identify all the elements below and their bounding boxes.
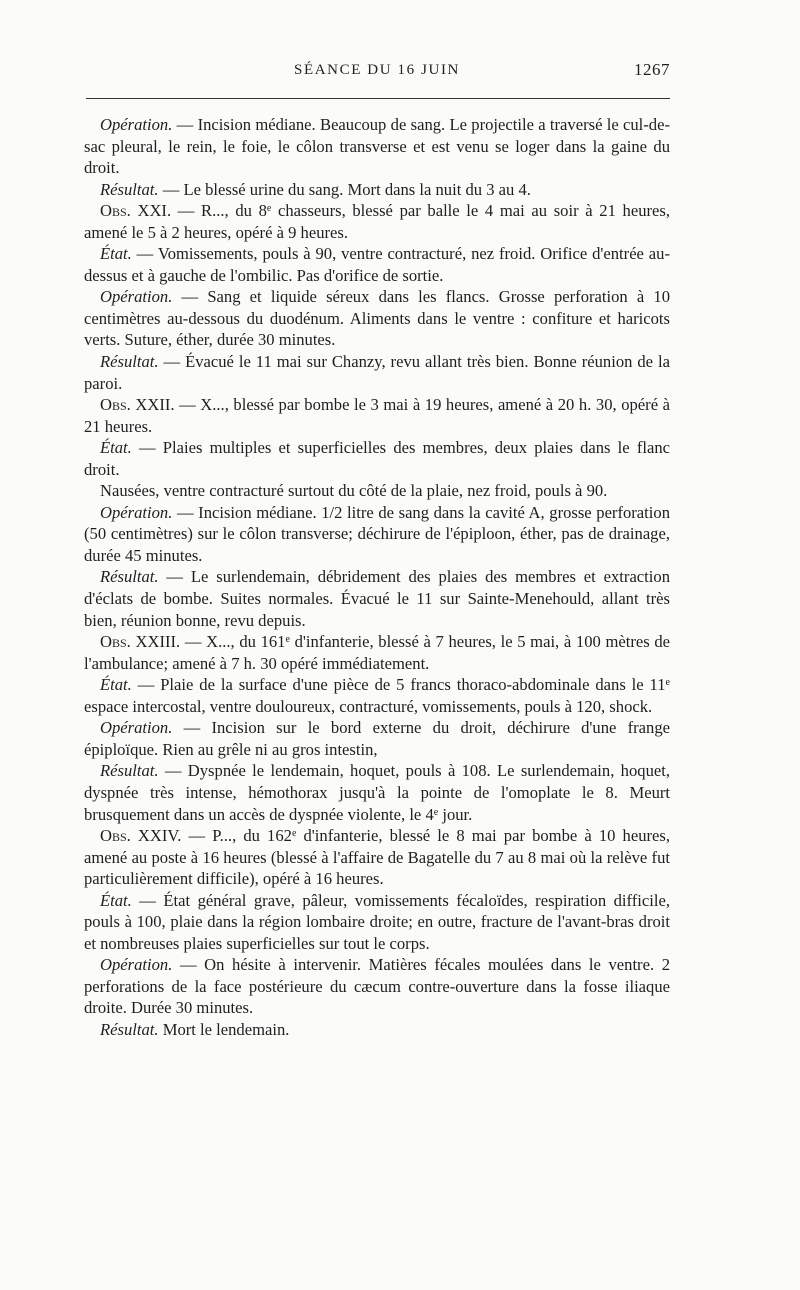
page-number: 1267 xyxy=(634,60,670,79)
paragraph-text: — Le surlendemain, débridement des plaies des membres et extraction d'éclats de bombe. Suites normales. Évacué le 11 sur Sainte-Menehould, allant très bien, réunion bonne, revu depuis. xyxy=(84,567,670,630)
observation-label: Obs. XXIV. xyxy=(100,826,182,846)
paragraph-text: — Incision médiane. 1/2 litre de sang dans la cavité A, grosse perforation (50 centimètres) sur le côlon transverse; déchirure de l'épiploon, éther, pas de drainage, durée 45 minutes. xyxy=(84,502,670,565)
section-label: Résultat. xyxy=(100,1019,159,1039)
paragraph xyxy=(84,480,670,502)
observation-label: Obs. XXI. xyxy=(100,201,172,221)
paragraph-text: — Incision médiane. Beaucoup de sang. Le projectile a traversé le cul-de-sac pleural, le rein, le foie, le côlon transverse et est venu se loger dans la gaine du droit. xyxy=(84,115,670,178)
paragraph-text: Nausées, ventre contracturé surtout du côté de la plaie, nez froid, pouls à 90. xyxy=(100,481,608,501)
body-text xyxy=(84,114,670,1041)
paragraph-text: — Plaies multiples et superficielles des membres, deux plaies dans le flanc droit. xyxy=(84,438,670,479)
superscript: e xyxy=(665,677,670,689)
section-label: Résultat. xyxy=(100,179,159,199)
paragraph-text: chasseurs, blessé par balle le 4 mai au soir à 21 heures, amené le 5 à 2 heures, opéré à 9 heures. xyxy=(84,201,670,242)
section-label: Résultat. xyxy=(100,761,159,781)
running-title: SÉANCE DU 16 JUIN xyxy=(294,62,460,78)
section-label: État. xyxy=(100,675,132,695)
section-label: Opération. xyxy=(100,502,173,522)
paragraph-text: — Sang et liquide séreux dans les flancs. Grosse perforation à 10 centimètres au-dessous du duodénum. Aliments dans le ventre : confiture et haricots verts. Suture, éther, durée 30 minutes. xyxy=(84,287,670,350)
paragraph xyxy=(84,674,670,717)
paragraph-text: Mort le lendemain. xyxy=(158,1019,290,1039)
observation-paragraph xyxy=(84,200,670,243)
paragraph xyxy=(84,566,670,631)
paragraph-text: — Le blessé urine du sang. Mort dans la nuit du 3 au 4. xyxy=(158,179,531,199)
paragraph xyxy=(84,179,670,201)
section-label: État. xyxy=(100,244,132,264)
section-label: Opération. xyxy=(100,718,173,738)
paragraph-text: espace intercostal, ventre douloureux, contracturé, vomissements, pouls à 120, shock. xyxy=(84,696,653,716)
observation-paragraph xyxy=(84,631,670,674)
paragraph xyxy=(84,437,670,480)
superscript: e xyxy=(291,828,297,840)
paragraph-text: — Dyspnée le lendemain, hoquet, pouls à 108. Le surlendemain, hoquet, dyspnée très intense, hémothorax jusqu'à la pointe de l'omoplate le 8. Meurt brusquement dans un accès de dyspnée violente, le 4 xyxy=(84,761,670,824)
superscript: e xyxy=(285,634,290,646)
paragraph xyxy=(84,114,670,179)
paragraph-text: — On hésite à intervenir. Matières fécales moulées dans le ventre. 2 perforations de la face postérieure du cæcum contre-ouverture dans la fosse iliaque droite. Durée 30 minutes. xyxy=(84,955,670,1018)
paragraph-text: — X..., du 161 xyxy=(180,632,286,652)
running-head xyxy=(84,60,670,86)
observation-label: Obs. XXIII. xyxy=(100,632,181,652)
paragraph xyxy=(84,351,670,394)
paragraph-text: jour. xyxy=(438,804,473,824)
paragraph-text: d'infanterie, blessé le 8 mai par bombe à 10 heures, amené au poste à 16 heures (blessé à l'affaire de Bagatelle du 7 au 8 mai où la relève fut particulièrement difficile), opéré à 16 heures. xyxy=(84,826,671,889)
paragraph xyxy=(84,286,670,351)
paragraph xyxy=(84,954,670,1019)
observation-paragraph xyxy=(84,825,670,890)
section-label: État. xyxy=(100,890,132,910)
section-label: Résultat. xyxy=(100,352,159,372)
section-label: Opération. xyxy=(100,115,173,134)
paragraph xyxy=(84,243,670,286)
paragraph-text: — Vomissements, pouls à 90, ventre contracturé, nez froid. Orifice d'entrée au-dessus et à gauche de l'ombilic. Pas d'orifice de sortie. xyxy=(84,244,670,285)
superscript: e xyxy=(433,806,439,818)
paragraph-text: d'infanterie, blessé à 7 heures, le 5 mai, à 100 mètres de l'ambulance; amené à 7 h. 30 opéré immédiatement. xyxy=(84,632,671,673)
paragraph-text: — P..., du 162 xyxy=(181,826,292,846)
header-rule xyxy=(86,98,670,99)
paragraph xyxy=(84,760,670,825)
section-label: Opération. xyxy=(100,287,173,307)
observation-label: Obs. XXII. xyxy=(100,395,175,415)
section-label: État. xyxy=(100,438,132,458)
paragraph-text: — X..., blessé par bombe le 3 mai à 19 heures, amené à 20 h. 30, opéré à 21 heures. xyxy=(84,395,670,436)
paragraph-text: — Incision sur le bord externe du droit, déchirure d'une frange épiploïque. Rien au grêle ni au gros intestin, xyxy=(84,718,670,759)
observation-paragraph xyxy=(84,394,670,437)
superscript: e xyxy=(266,203,272,215)
paragraph-text: — R..., du 8 xyxy=(171,201,267,221)
paragraph-text: — Plaie de la surface d'une pièce de 5 francs thoraco-abdominale dans le 11 xyxy=(131,675,666,695)
paragraph xyxy=(84,890,670,955)
paragraph-text: — Évacué le 11 mai sur Chanzy, revu allant très bien. Bonne réunion de la paroi. xyxy=(84,352,670,393)
paragraph xyxy=(84,1019,670,1041)
paragraph xyxy=(84,717,670,760)
section-label: Opération. xyxy=(100,955,173,975)
section-label: Résultat. xyxy=(100,567,159,587)
paragraph-text: — État général grave, pâleur, vomissements fécaloïdes, respiration difficile, pouls à 100, plaie dans la région lombaire droite; en outre, fracture de l'avant-bras droit et nombreuses plaies superficielles sur tout le corps. xyxy=(84,890,670,953)
paragraph xyxy=(84,502,670,567)
